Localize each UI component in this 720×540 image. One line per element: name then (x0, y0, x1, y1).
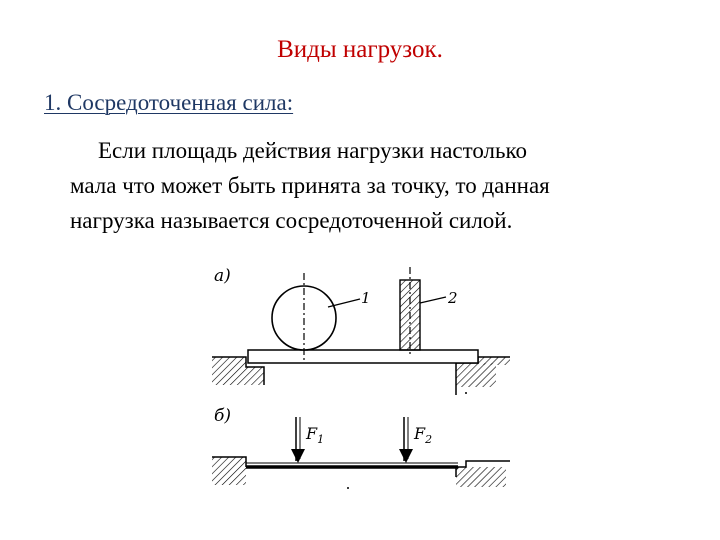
paragraph-line-2: мала что может быть принята за точку, то данная (70, 173, 550, 198)
force-f1-letter: F (306, 424, 318, 443)
force-f2-letter: F (414, 424, 426, 443)
beam-a (248, 350, 478, 363)
right-support-b (456, 461, 510, 487)
force-f2-arrow (399, 417, 413, 463)
definition-paragraph (70, 133, 670, 238)
force-f1-label (305, 424, 324, 446)
ball-load (272, 273, 336, 360)
panel-a-label: а) (214, 266, 231, 286)
callout-1-label: 1 (361, 289, 371, 307)
callout-2-leader (420, 297, 446, 303)
paragraph-line-1 (70, 133, 670, 168)
panel-b-label: б) (214, 406, 232, 426)
load-diagram-svg (200, 245, 520, 495)
left-support-b (212, 457, 246, 485)
load-diagram (200, 245, 520, 495)
force-f2-subscript: 2 (425, 433, 433, 446)
paragraph-line-3: нагрузка называется сосредоточенной силой. (70, 208, 513, 233)
slide-title: Виды нагрузок. (277, 36, 443, 63)
callout-2-label: 2 (448, 289, 458, 307)
scan-speck (347, 487, 349, 489)
paragraph-line-1-text: Если площадь действия нагрузки настолько (98, 138, 528, 163)
force-f1-subscript: 1 (317, 433, 325, 446)
scan-speck (465, 392, 467, 394)
section-heading: 1. Сосредоточенная сила: (44, 90, 294, 115)
column-load (400, 267, 420, 357)
force-f1-arrow (291, 417, 305, 463)
force-f2-label (413, 424, 432, 446)
